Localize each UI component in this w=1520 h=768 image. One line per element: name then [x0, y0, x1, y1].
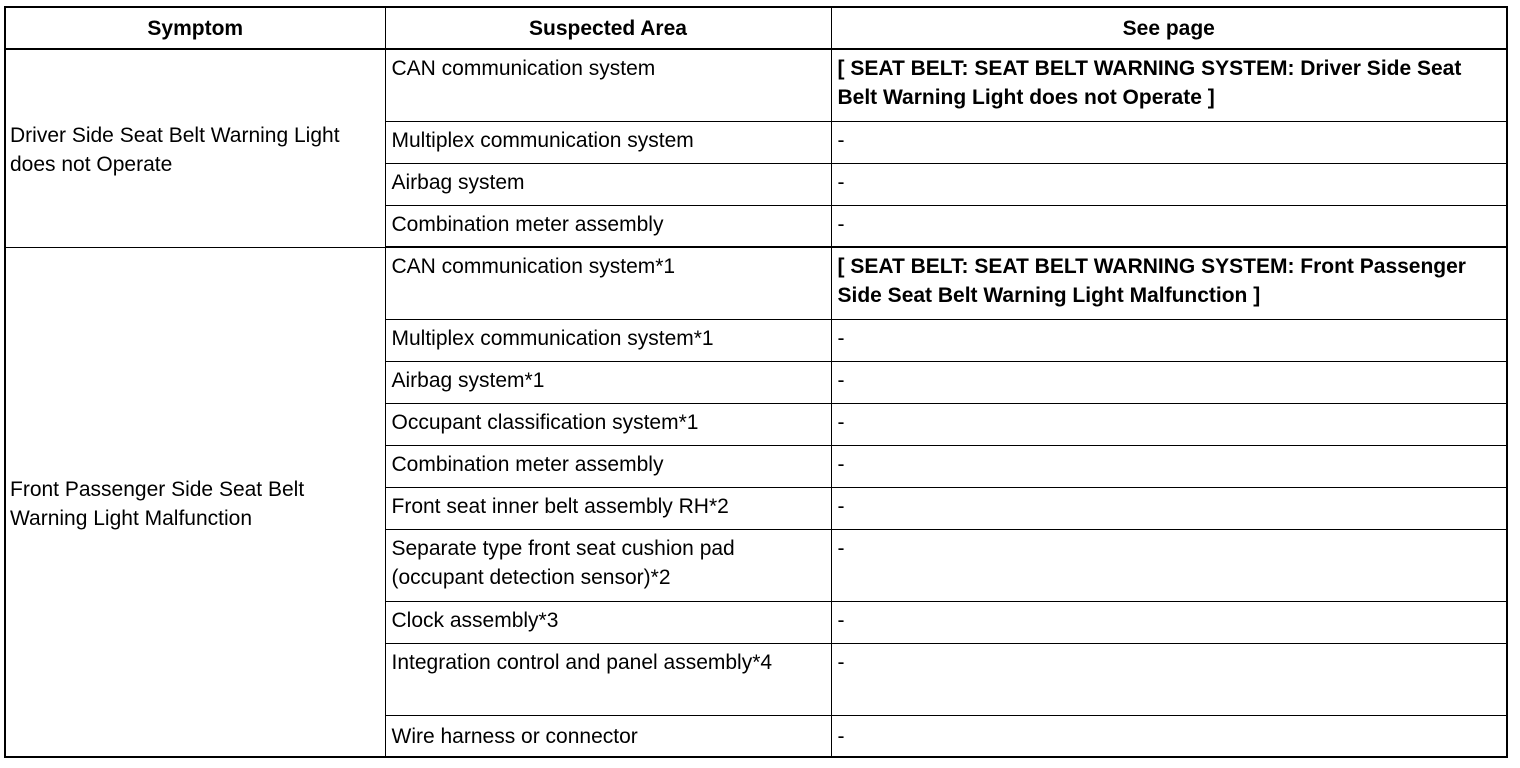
diagnosis-table	[4, 6, 1508, 758]
see-page-cell: -	[831, 403, 1507, 445]
header-row	[5, 7, 1507, 49]
header-suspected-area: Suspected Area	[385, 7, 831, 49]
see-page-cell: -	[831, 319, 1507, 361]
suspected-area-cell: Combination meter assembly	[385, 205, 831, 247]
suspected-area-cell: Front seat inner belt assembly RH*2	[385, 487, 831, 529]
suspected-area-cell: Integration control and panel assembly*4	[385, 643, 831, 715]
symptom-cell: Front Passenger Side Seat Belt Warning Light Malfunction	[5, 247, 385, 757]
suspected-area-cell: Combination meter assembly	[385, 445, 831, 487]
see-page-cell: -	[831, 163, 1507, 205]
see-page-cell: -	[831, 601, 1507, 643]
suspected-area-cell: Airbag system	[385, 163, 831, 205]
suspected-area-cell: Airbag system*1	[385, 361, 831, 403]
table-row	[5, 49, 1507, 121]
see-page-cell: -	[831, 487, 1507, 529]
see-page-cell: -	[831, 121, 1507, 163]
see-page-cell: -	[831, 529, 1507, 601]
suspected-area-cell: Occupant classification system*1	[385, 403, 831, 445]
header-symptom: Symptom	[5, 7, 385, 49]
see-page-link[interactable]: [ SEAT BELT: SEAT BELT WARNING SYSTEM: Front Passenger Side Seat Belt Warning Light Malfunction ]	[831, 247, 1507, 319]
see-page-cell: -	[831, 715, 1507, 757]
see-page-link[interactable]: [ SEAT BELT: SEAT BELT WARNING SYSTEM: Driver Side Seat Belt Warning Light does not Operate ]	[831, 49, 1507, 121]
suspected-area-cell: Wire harness or connector	[385, 715, 831, 757]
suspected-area-cell: Clock assembly*3	[385, 601, 831, 643]
see-page-cell: -	[831, 361, 1507, 403]
suspected-area-cell: Separate type front seat cushion pad (occupant detection sensor)*2	[385, 529, 831, 601]
suspected-area-cell: Multiplex communication system	[385, 121, 831, 163]
see-page-cell: -	[831, 445, 1507, 487]
header-see-page: See page	[831, 7, 1507, 49]
table-row	[5, 247, 1507, 319]
see-page-cell: -	[831, 205, 1507, 247]
suspected-area-cell: CAN communication system*1	[385, 247, 831, 319]
symptom-cell: Driver Side Seat Belt Warning Light does not Operate	[5, 49, 385, 247]
see-page-cell: -	[831, 643, 1507, 715]
suspected-area-cell: Multiplex communication system*1	[385, 319, 831, 361]
suspected-area-cell: CAN communication system	[385, 49, 831, 121]
